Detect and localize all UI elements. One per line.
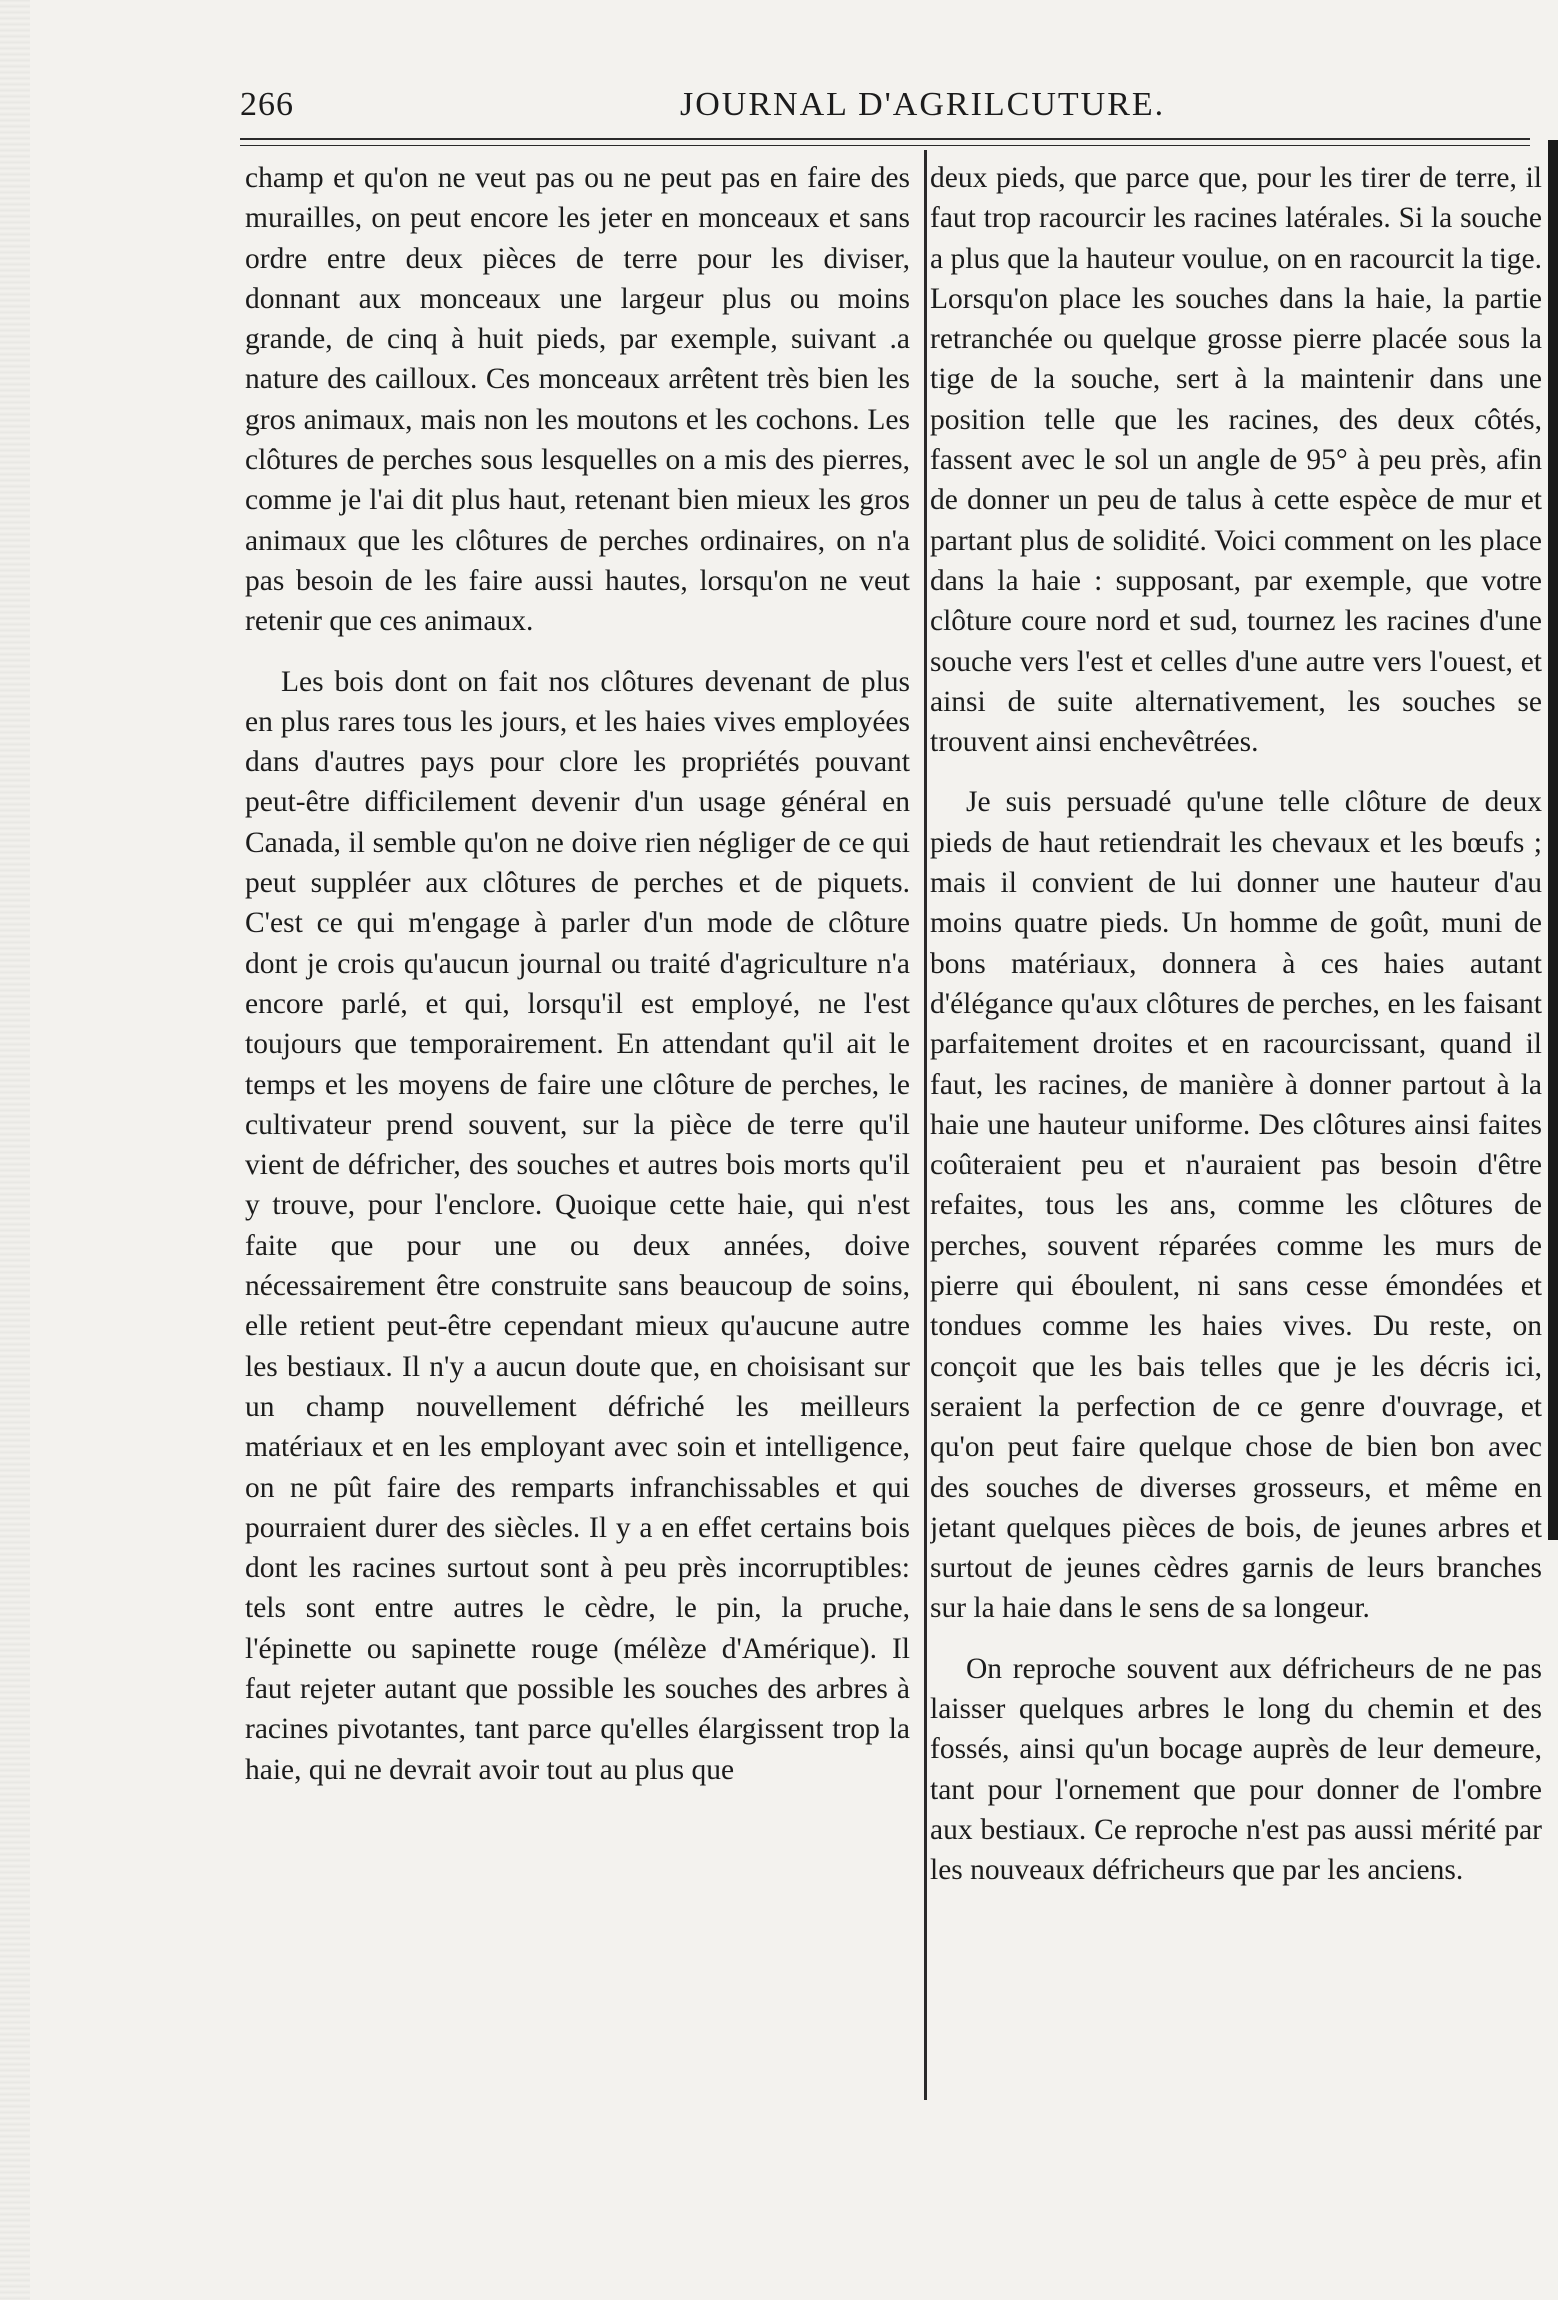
column-divider bbox=[924, 150, 927, 2100]
binding-edge-shadow bbox=[1548, 140, 1558, 1540]
right-column bbox=[930, 158, 1542, 1978]
header-rule-thin bbox=[240, 145, 1530, 146]
paragraph: Je suis persuadé qu'une telle clôture de deux pieds de haut retiendrait les chevaux et les bœufs ; mais il convient de lui donner une hauteur d'au moins quatre pieds. Un homme de goût, muni de bons matériaux, donnera à ces haies autant d'élégance qu'aux clôtures de perches, en les faisant parfaitement droites et en racourcissant, quand il faut, les racines, de manière à donner partout à la haie une hauteur uniforme. Des clôtures ainsi faites coûteraient peu et n'auraient pas besoin d'être refaites, tous les ans, comme les clôtures de perches, souvent réparées comme les murs de pierre qui éboulent, ni sans cesse émondées et tondues comme les haies vives. Du reste, on conçoit que les bais telles que je les décris ici, seraient la perfection de ce genre d'ouvrage, et qu'on peut faire quelque chose de bien bon avec des souches de diverses grosseurs, et même en jetant quelques pièces de bois, de jeunes arbres et surtout de jeunes cèdres garnis de leurs branches sur la haie dans le sens de sa longeur. bbox=[930, 786, 1542, 1625]
left-column bbox=[245, 158, 910, 2098]
scan-margin-speckle bbox=[0, 0, 30, 2300]
paragraph: champ et qu'on ne veut pas ou ne peut pas en faire des murailles, on peut encore les jeter en monceaux et sans ordre entre deux pièces de terre pour les diviser, donnant aux monceaux une largeur plus ou moins grande, de cinq à huit pieds, par exemple, suivant .a nature des cailloux. Ces monceaux arrêtent très bien les gros animaux, mais non les moutons et les cochons. Les clôtures de perches sous lesquelles on a mis des pierres, comme je l'ai dit plus haut, retenant bien mieux les gros animaux que les clôtures de perches ordinaires, on n'a pas besoin de les faire aussi hautes, lorsqu'on ne veut retenir que ces animaux. bbox=[245, 162, 910, 638]
paragraph: On reproche souvent aux défricheurs de ne pas laisser quelques arbres le long du chemin et des fossés, ainsi qu'un bocage auprès de leur demeure, tant pour l'ornement que pour donner de l'ombre aux bestiaux. Ce reproche n'est pas aussi mérité par les nouveaux défricheurs que par les anciens. bbox=[930, 1652, 1542, 1887]
header-rule bbox=[240, 138, 1530, 140]
running-title: JOURNAL D'AGRILCUTURE. bbox=[680, 86, 1166, 123]
page-header bbox=[240, 82, 1530, 138]
paragraph: deux pieds, que parce que, pour les tirer de terre, il faut trop racourcir les racines latérales. Si la souche a plus que la hauteur voulue, on en racourcit la tige. Lorsqu'on place les souches dans la haie, la partie retranchée ou quelque grosse pierre placée sous la tige de la souche, sert à la maintenir dans une position telle que les racines, des deux côtés, fassent avec le sol un angle de 95° à peu près, afin de donner un peu de talus à cette espèce de mur et partant plus de solidité. Voici comment on les place dans la haie : supposant, par exemple, que votre clôture coure nord et sud, tournez les racines d'une souche vers l'est et celles d'une autre vers l'ouest, et ainsi de suite alternativement, les souches se trouvent ainsi enchevêtrées. bbox=[930, 162, 1542, 759]
paragraph: Les bois dont on fait nos clôtures devenant de plus en plus rares tous les jours, et les haies vives employées dans d'autres pays pour clore les propriétés pouvant peut-être difficilement devenir d'un usage général en Canada, il semble qu'on ne doive rien négliger de ce qui peut suppléer aux clôtures de perches et de piquets. C'est ce qui m'engage à parler d'un mode de clôture dont je crois qu'aucun journal ou traité d'agriculture n'a encore parlé, et qui, lorsqu'il est employé, ne l'est toujours que temporairement. En attendant qu'il ait le temps et les moyens de faire une clôture de perches, le cultivateur prend souvent, sur la pièce de terre qu'il vient de défricher, des souches et autres bois morts qu'il y trouve, pour l'enclore. Quoique cette haie, qui n'est faite que pour une ou deux années, doive nécessairement être construite sans beaucoup de soins, elle retient peut-être cependant mieux qu'aucune autre les bestiaux. Il n'y a aucun doute que, en choisisant sur un champ nouvellement défriché les meilleurs matériaux et en les employant avec soin et intelligence, on ne pût faire des remparts infranchissables et qui pourraient durer des siècles. Il y a en effet certains bois dont les racines surtout sont à peu près incorruptibles: tels sont entre autres le cèdre, le pin, la pruche, l'épinette ou sapinette rouge (mélèze d'Amérique). Il faut rejeter autant que possible les souches des arbres à racines pivotantes, tant parce qu'elles élargissent trop la haie, qui ne devrait avoir tout au plus que bbox=[245, 665, 910, 1786]
page-number: 266 bbox=[240, 86, 294, 123]
